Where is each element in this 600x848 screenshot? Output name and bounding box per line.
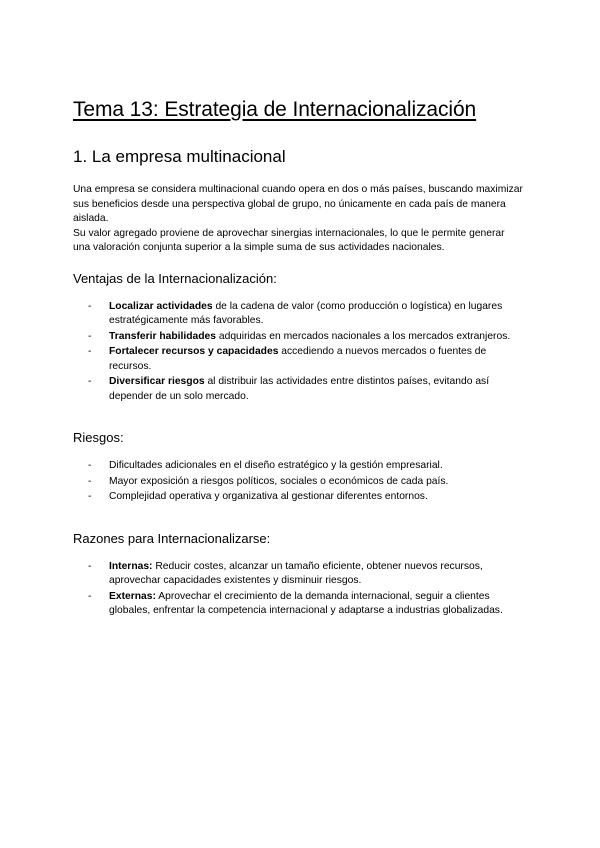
list-item — [73, 490, 523, 505]
paragraph-value: Su valor agregado proviene de aprovechar sinergias internacionales, lo que le permite generar una valoración conjunta superior a la simple suma de sus actividades nacionales. — [73, 227, 505, 253]
list-item — [73, 300, 523, 329]
dash-bullet: - — [88, 346, 92, 357]
list-item-text: Dificultades adicionales en el diseño estratégico y la gestión empresarial. — [109, 460, 443, 471]
dash-bullet: - — [88, 475, 92, 487]
list-item-text: Aprovechar el crecimiento de la demanda internacional, seguir a clientes globales, enfrentar la competencia internacional y adaptarse a industrias globalizadas. — [109, 590, 503, 616]
list-item-term: Fortalecer recursos y capacidades — [109, 346, 279, 357]
section-heading-multinacional: 1. La empresa multinacional — [73, 147, 286, 166]
list-item — [73, 459, 523, 474]
list-item-text: al distribuir las actividades entre distintos países, evitando así depender de un solo mercado. — [109, 376, 490, 402]
dash-bullet: - — [88, 300, 92, 312]
list-item — [73, 590, 523, 619]
list-item-term: Diversificar riesgos — [109, 376, 205, 387]
list-item-term: Externas: — [109, 590, 156, 602]
list-razones — [73, 560, 523, 619]
list-item-term: Internas: — [109, 560, 153, 572]
heading-razones: Razones para Internacionalizarse: — [73, 530, 271, 546]
dash-bullet: - — [88, 590, 92, 602]
document-page — [73, 96, 523, 620]
heading-ventajas: Ventajas de la Internacionalización: — [73, 270, 277, 286]
dash-bullet: - — [88, 560, 92, 572]
list-item-text: adquiridas en mercados nacionales a los mercados extranjeros. — [216, 330, 511, 342]
dash-bullet: - — [88, 491, 92, 502]
paragraph-definition: Una empresa se considera multinacional cuando opera en dos o más países, buscando maximizar sus beneficios desde una perspectiva global de grupo, no únicamente en cada país de manera aislada. — [73, 184, 523, 224]
list-item-text: Complejidad operativa y organizativa al gestionar diferentes entornos. — [109, 491, 428, 502]
document-title: Tema 13: Estrategia de Internacionalización — [73, 98, 477, 121]
list-item — [73, 375, 523, 404]
dash-bullet: - — [88, 376, 92, 387]
list-item-term: Transferir habilidades — [109, 330, 217, 342]
list-item-text: de la cadena de valor (como producción o logística) en lugares estratégicamente más favorables. — [109, 300, 503, 326]
list-item — [73, 560, 523, 589]
heading-riesgos: Riesgos: — [73, 430, 124, 445]
list-ventajas — [73, 300, 523, 405]
list-riesgos — [73, 459, 523, 505]
list-item — [73, 475, 523, 490]
list-item-term: Localizar actividades — [109, 300, 213, 312]
dash-bullet: - — [88, 460, 92, 471]
list-item — [73, 345, 523, 374]
section-intro — [73, 183, 523, 256]
dash-bullet: - — [88, 330, 92, 342]
list-item-text: Mayor exposición a riesgos políticos, sociales o económicos de cada país. — [109, 475, 449, 487]
list-item-text: Reducir costes, alcanzar un tamaño eficiente, obtener nuevos recursos, aprovechar capacidades existentes y disminuir riesgos. — [109, 560, 483, 586]
list-item-text: accediendo a nuevos mercados o fuentes de recursos. — [109, 346, 487, 372]
list-item — [73, 330, 523, 345]
